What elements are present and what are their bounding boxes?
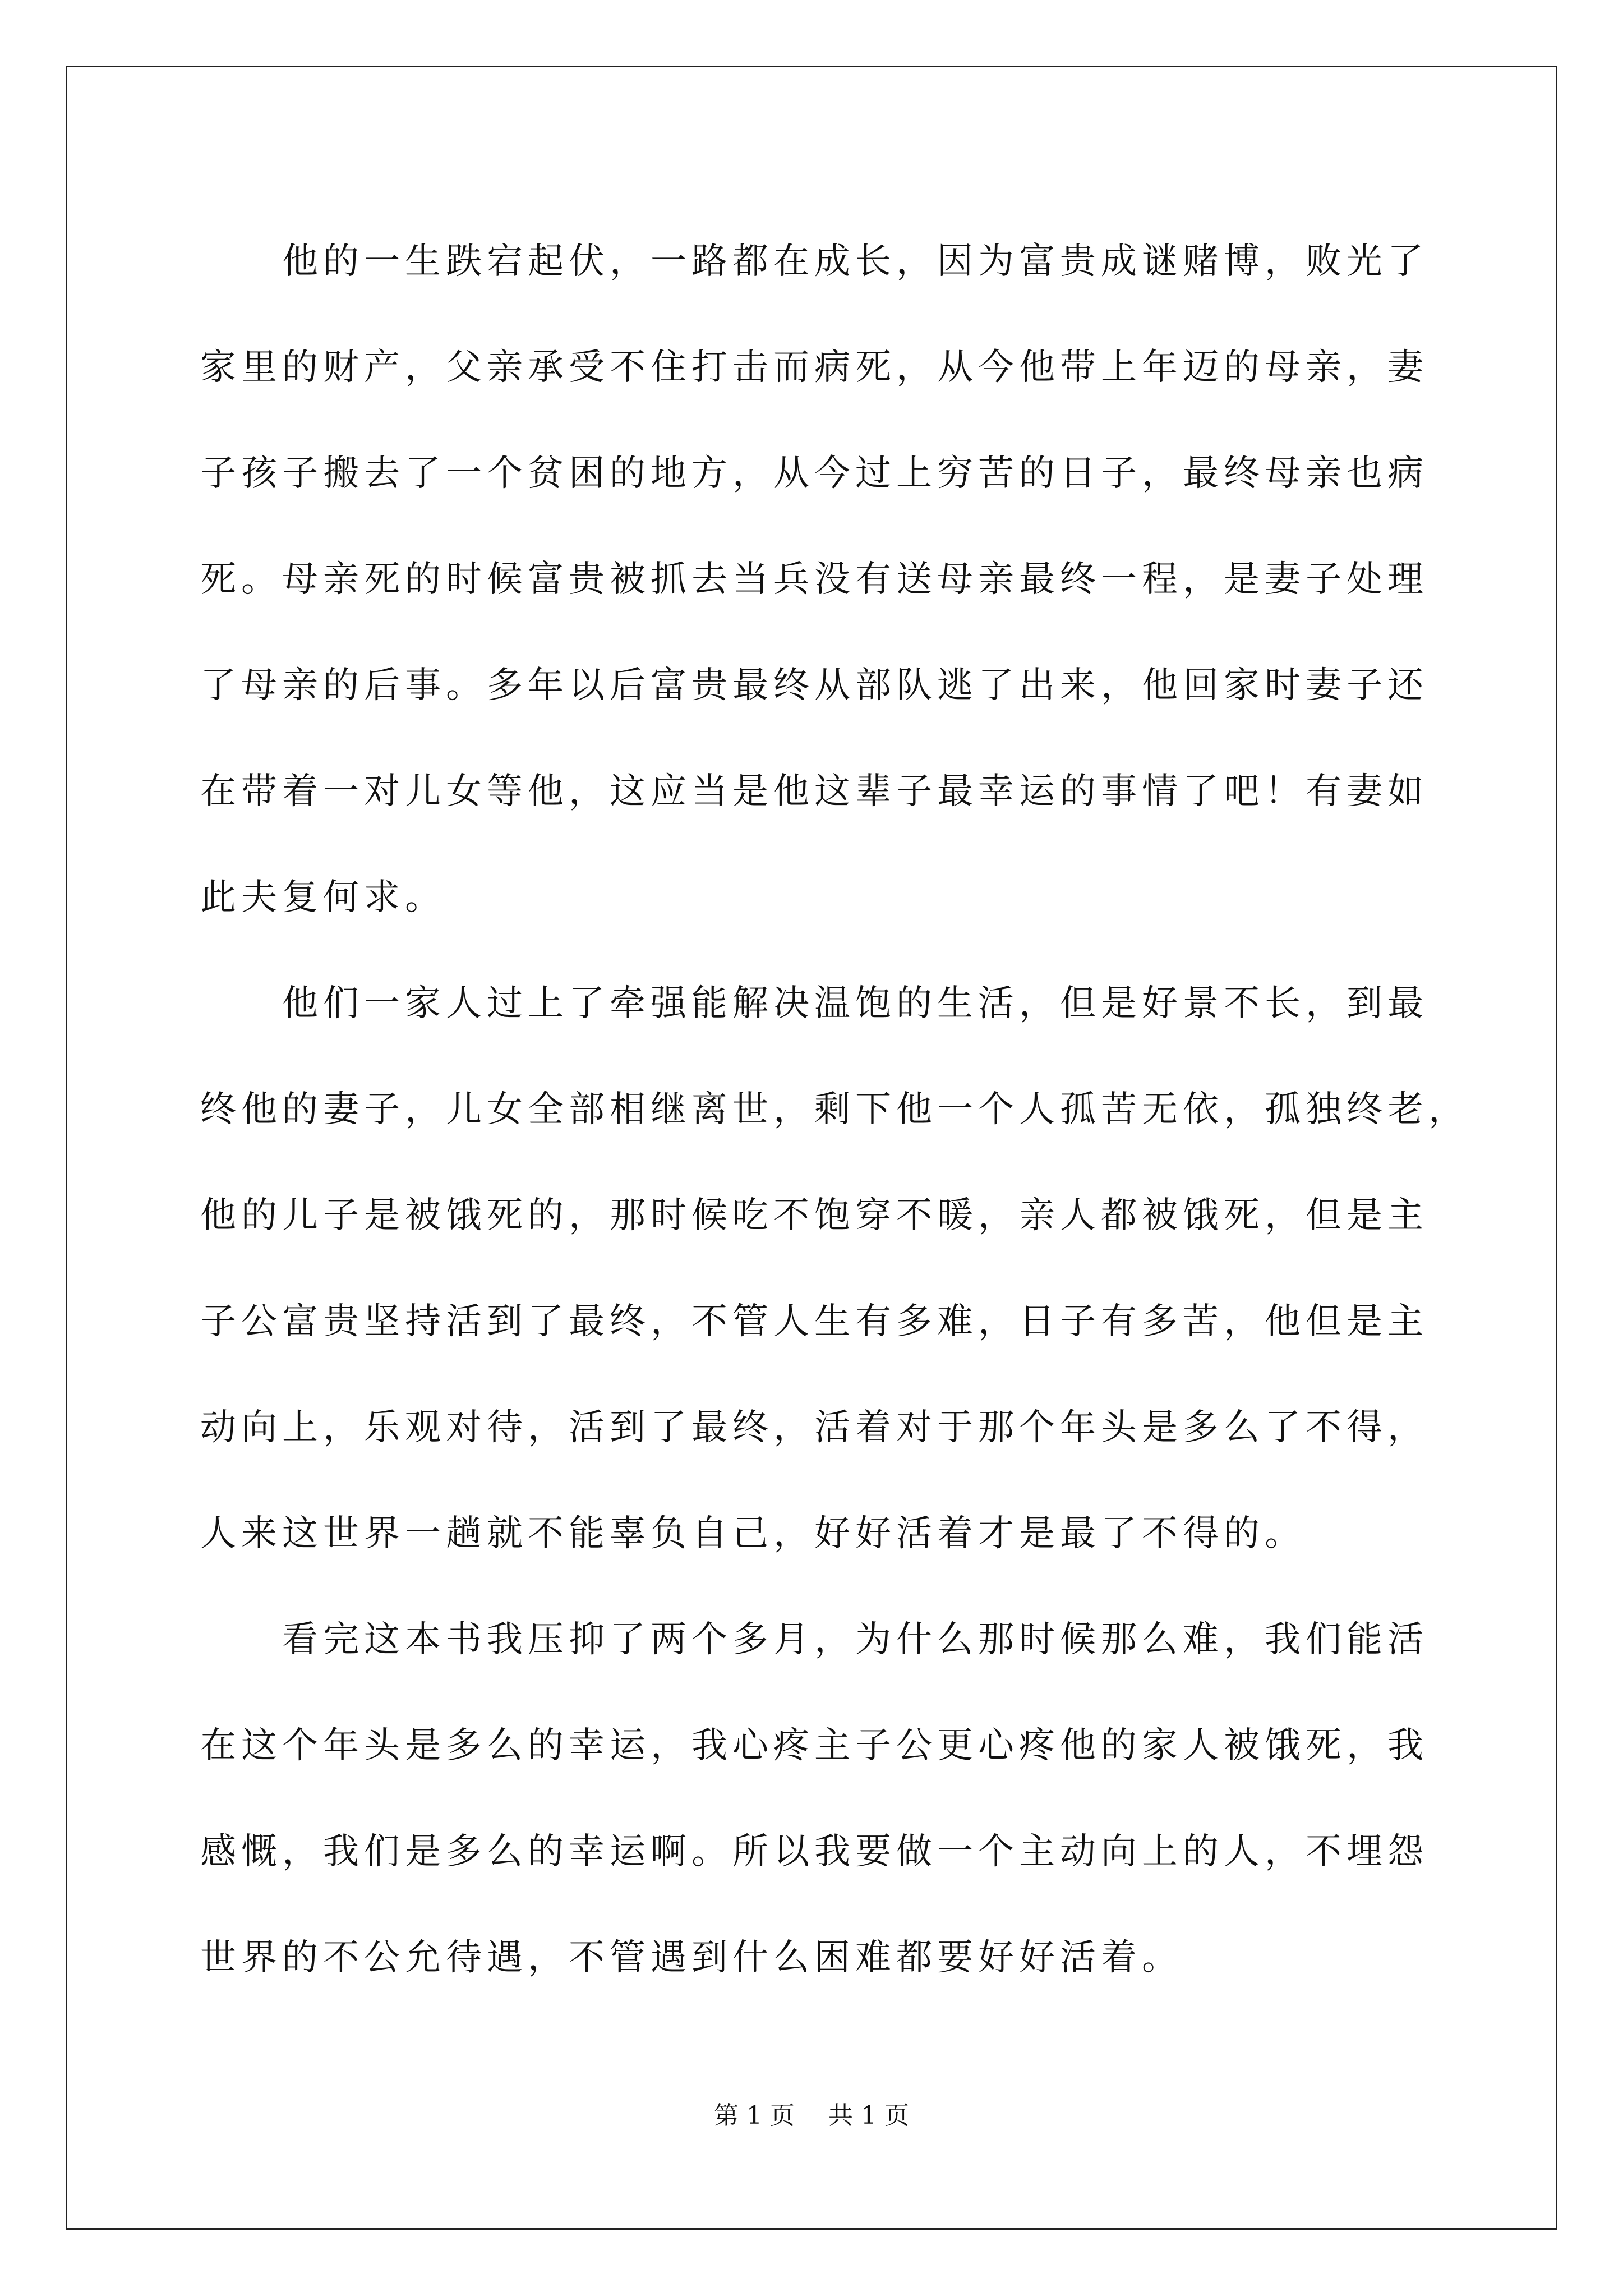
paragraph-line: 他的一生跌宕起伏，一路都在成长，因为富贵成谜赌博，败光了 [282, 241, 1428, 282]
paragraph-line: 终他的妻子，儿女全部相继离世，剩下他一个人孤苦无依，孤独终老， [200, 1089, 1469, 1130]
paragraph-line: 人来这世界一趟就不能辜负自己，好好活着才是最了不得的。 [200, 1513, 1306, 1554]
paragraph-line: 在这个年头是多么的幸运，我心疼主子公更心疼他的家人被饿死，我 [200, 1725, 1428, 1766]
paragraph-line: 他们一家人过上了牵强能解决温饱的生活，但是好景不长，到最 [282, 983, 1428, 1024]
paragraph-2 [200, 951, 1469, 1587]
paragraph-line: 动向上，乐观对待，活到了最终，活着对于那个年头是多么了不得， [200, 1407, 1428, 1448]
paragraph-line: 感慨，我们是多么的幸运啊。所以我要做一个主动向上的人，不埋怨 [200, 1831, 1428, 1872]
total-pages: 共 1 页 [828, 2101, 909, 2130]
current-page-number: 第 1 页 [714, 2101, 795, 2130]
paragraph-line: 家里的财产，父亲承受不住打击而病死，从今他带上年迈的母亲，妻 [200, 347, 1428, 388]
paragraph-line: 看完这本书我压抑了两个多月，为什么那时候那么难，我们能活 [282, 1619, 1428, 1660]
paragraph-line: 在带着一对儿女等他，这应当是他这辈子最幸运的事情了吧！有妻如 [200, 771, 1428, 812]
paragraph-line: 此夫复何求。 [200, 877, 446, 918]
paragraph-line: 死。母亲死的时候富贵被抓去当兵没有送母亲最终一程，是妻子处理 [200, 559, 1428, 600]
paragraph-line: 他的儿子是被饿死的，那时候吃不饱穿不暖，亲人都被饿死，但是主 [200, 1195, 1428, 1236]
page-footer [0, 2099, 1623, 2133]
paragraph-1 [200, 209, 1428, 951]
paragraph-line: 子孩子搬去了一个贫困的地方，从今过上穷苦的日子，最终母亲也病 [200, 453, 1428, 494]
paragraph-line: 子公富贵坚持活到了最终，不管人生有多难，日子有多苦，他但是主 [200, 1301, 1428, 1342]
paragraph-3 [200, 1587, 1428, 2011]
document-body [200, 209, 1469, 2011]
paragraph-line: 世界的不公允待遇，不管遇到什么困难都要好好活着。 [200, 1937, 1183, 1978]
paragraph-line: 了母亲的后事。多年以后富贵最终从部队逃了出来，他回家时妻子还 [200, 665, 1428, 706]
